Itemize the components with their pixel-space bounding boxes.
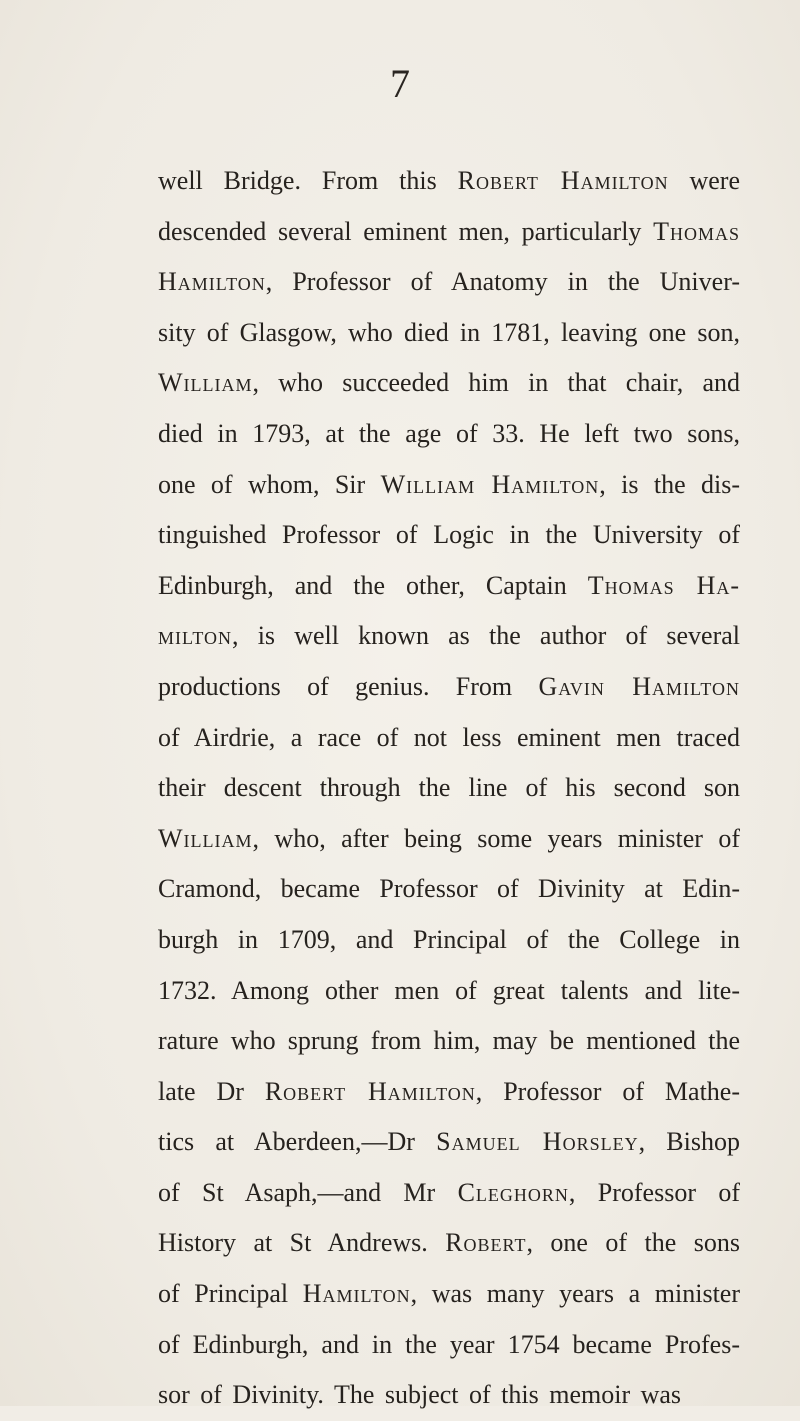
small-caps-name: Samuel Horsley [436,1127,639,1157]
text-run: died in 1793, at the age of 33. He left two sons, [158,418,740,448]
small-caps-name: Hamilton [302,1279,411,1309]
small-caps-name: Robert Hamilton [457,166,669,195]
text-run: , was many years a minister [410,1279,740,1309]
text-run: of Edinburgh, and in the year 1754 became Profes- [158,1329,740,1359]
text-run: burgh in 1709, and Principal of the College in [158,924,740,954]
text-line [158,156,740,207]
text-run: sity of Glasgow, who died in 1781, leaving one son, [158,317,740,347]
small-caps-name: William [158,368,253,398]
text-line [158,460,740,511]
text-line [158,358,740,409]
text-run: History at St Andrews. [158,1228,446,1258]
text-line [158,1218,740,1269]
text-run: of St Asaph,—and Mr [158,1177,458,1207]
small-caps-name: Thomas Ha- [587,570,740,600]
text-run: , one of the sons [526,1228,740,1258]
small-caps-name: William Hamilton [380,469,600,499]
text-run: their descent through the line of his second son [158,773,740,803]
text-run: , Professor of [568,1177,740,1207]
text-run: tinguished Professor of Logic in the University of [158,520,740,550]
text-run: 1732. Among other men of great talents and lite- [158,975,740,1005]
text-run: sor of Divinity. The subject of this memoir was [158,1380,682,1410]
text-line [158,763,740,814]
text-line [158,611,740,662]
small-caps-name: William [158,823,253,853]
small-caps-name: Hamilton [158,267,266,297]
text-line [158,1168,740,1219]
text-line [158,864,740,915]
text-run: tics at Aberdeen,—Dr [158,1127,437,1157]
text-run: one of whom, Sir [158,469,381,499]
text-run: well Bridge. From this [158,166,458,195]
text-run: , is well known as the author of several [232,621,740,651]
text-run: productions of genius. From [158,671,539,701]
text-line [158,1067,740,1118]
text-run: of Airdrie, a race of not less eminent men traced [158,722,740,752]
text-line [158,207,740,258]
small-caps-name: Cleghorn [457,1177,569,1207]
text-line [158,510,740,561]
text-run: , who succeeded him in that chair, and [252,368,740,398]
text-run: Cramond, became Professor of Divinity at Edin- [158,874,740,904]
text-run: , who, after being some years minister of [252,823,740,853]
text-line [158,662,740,713]
text-line [158,409,740,460]
text-line [158,257,740,308]
text-run: Edinburgh, and the other, Captain [158,570,588,600]
text-line [158,915,740,966]
text-line [158,1269,740,1320]
small-caps-name: milton [158,621,233,651]
text-line [158,814,740,865]
text-line [158,1016,740,1067]
text-line [158,308,740,359]
text-line [158,1320,740,1371]
text-run: descended several eminent men, particularly [158,216,654,246]
body-text [158,156,740,1421]
text-line [158,713,740,764]
text-run: , Professor of Mathe- [475,1076,740,1106]
small-caps-name: Robert Hamilton [264,1076,476,1106]
text-line [158,966,740,1017]
small-caps-name: Robert [445,1228,527,1258]
text-run: , Professor of Anatomy in the Univer- [265,267,740,297]
text-run: of Principal [158,1279,303,1309]
text-run: , is the dis- [599,469,740,499]
text-run: were [668,166,740,195]
small-caps-name: Gavin Hamilton [538,671,740,701]
text-line [158,1117,740,1168]
text-line [158,1370,740,1421]
text-run: late Dr [158,1076,265,1106]
text-line [158,561,740,612]
page-number: 7 [390,61,410,106]
text-run: rature who sprung from him, may be mentioned the [158,1026,740,1056]
small-caps-name: Thomas [653,216,740,246]
text-run: , Bishop [638,1127,740,1157]
